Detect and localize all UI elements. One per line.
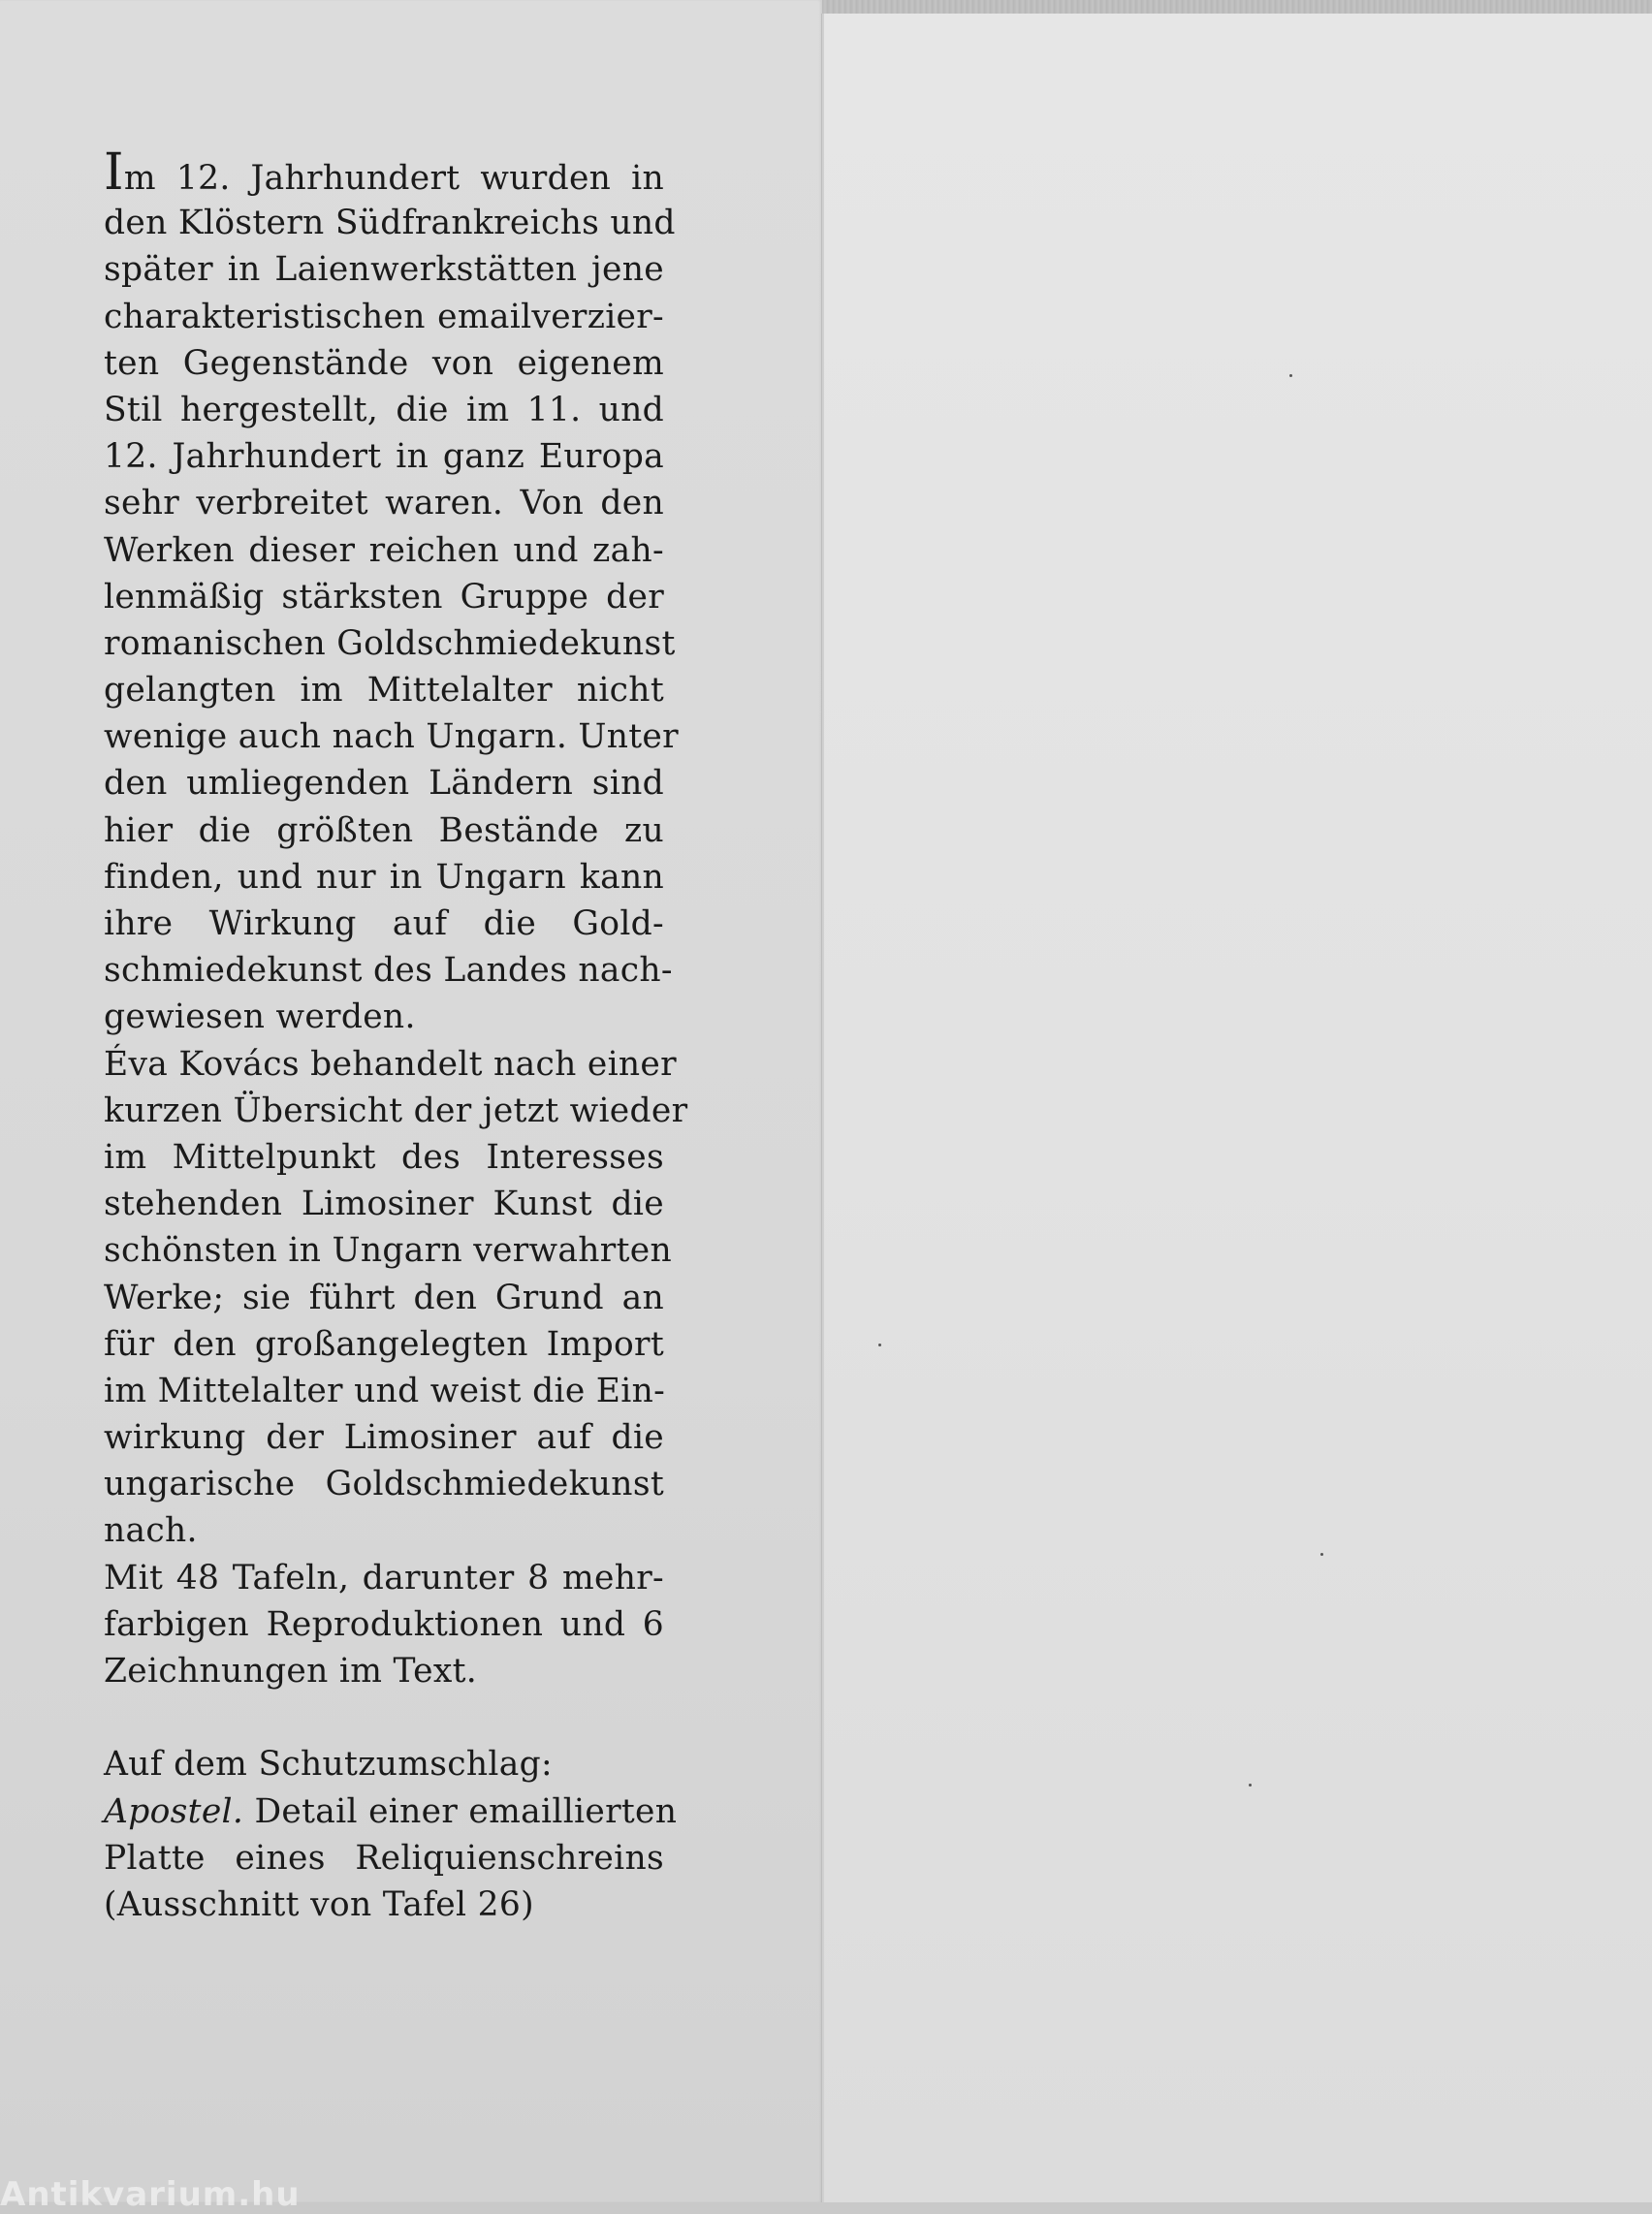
blurb-line: stehenden Limosiner Kunst die [104,1185,664,1224]
paper-speck [878,1344,881,1346]
background-fabric [822,0,1652,14]
watermark: Antikvarium.hu [0,2175,301,2214]
blurb-line: lenmäßig stärksten Gruppe der [104,577,664,617]
right-page-blank [822,14,1652,2202]
blurb-line: Im 12. Jahrhundert wurden in [104,143,664,202]
paper-speck [1289,374,1292,377]
cover-caption-line: Apostel. Detail einer emaillierten [104,1791,678,1831]
blurb-line: gewiesen werden. [104,997,416,1037]
cover-caption-line: Platte eines Reliquienschreins [104,1838,664,1878]
blurb-line: den umliegenden Ländern sind [104,764,664,804]
blurb-line: Mit 48 Tafeln, darunter 8 mehr- [104,1558,664,1597]
blurb-line: Zeichnungen im Text. [104,1652,478,1691]
blurb-line: kurzen Übersicht der jetzt wieder [104,1091,688,1130]
blurb-line: nach. [104,1511,198,1551]
cover-caption-italic: Apostel. [104,1791,244,1831]
blurb-line: ten Gegenstände von eigenem [104,343,664,383]
blurb-line: Werken dieser reichen und zah- [104,530,664,570]
blurb-line: im Mittelpunkt des Interesses [104,1137,664,1177]
drop-cap: I [104,143,124,202]
blurb-line: ungarische Goldschmiedekunst [104,1465,664,1504]
blurb-line: Werke; sie führt den Grund an [104,1278,664,1317]
blurb-line: wirkung der Limosiner auf die [104,1418,664,1458]
paragraph-gap [104,1694,664,1741]
blurb-line: Stil hergestellt, die im 11. und [104,390,664,429]
blurb-line: den Klöstern Südfrankreichs und [104,204,676,243]
blurb-line: romanischen Goldschmiedekunst [104,623,676,663]
blurb-line: wenige auch nach Ungarn. Unter [104,717,679,757]
blurb-line: hier die größten Bestände zu [104,810,664,850]
blurb-line: farbigen Reproduktionen und 6 [104,1604,664,1644]
blurb-line: finden, und nur in Ungarn kann [104,857,664,897]
paper-speck [1320,1553,1323,1556]
blurb-line: im Mittelalter und weist die Ein- [104,1371,666,1410]
blurb-line: ihre Wirkung auf die Gold- [104,904,664,943]
jacket-blurb [104,143,688,1928]
blurb-line: charakteristischen emailverzier- [104,297,664,336]
blurb-line: Éva Kovács behandelt nach einer [104,1044,677,1084]
blurb-line: 12. Jahrhundert in ganz Europa [104,437,664,477]
cover-caption-line: (Ausschnitt von Tafel 26) [104,1884,534,1924]
blurb-line: später in Laienwerkstätten jene [104,250,664,290]
blurb-line: für den großangelegten Import [104,1324,664,1364]
blurb-line: sehr verbreitet waren. Von den [104,484,664,523]
blurb-line: schönsten in Ungarn verwahrten [104,1231,672,1271]
blurb-line: schmiedekunst des Landes nach- [104,951,673,991]
cover-heading: Auf dem Schutzumschlag: [104,1745,553,1785]
blurb-line: gelangten im Mittelalter nicht [104,671,664,711]
paper-speck [1249,1784,1252,1787]
